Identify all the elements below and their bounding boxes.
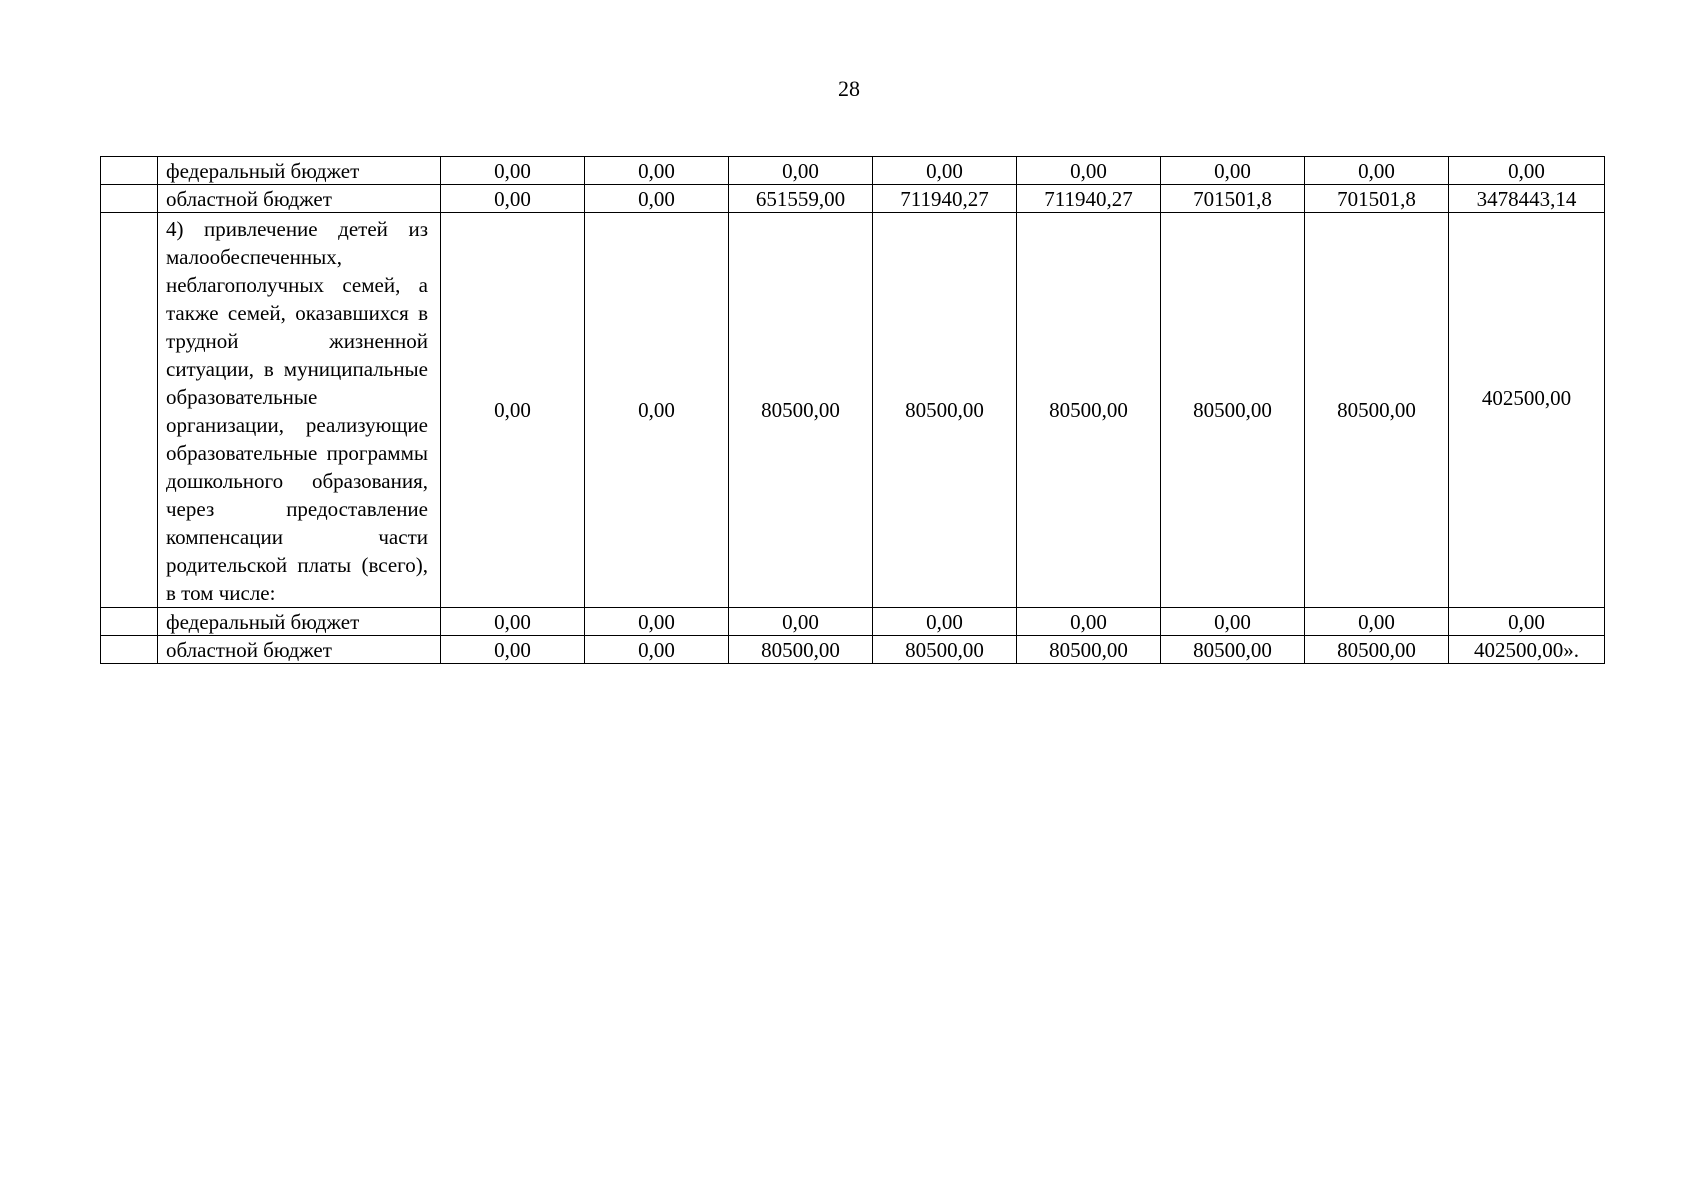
value-cell: 402500,00: [1449, 213, 1605, 608]
value-cell: 651559,00: [729, 185, 873, 213]
value-cell: 0,00: [1305, 157, 1449, 185]
table-row: [101, 213, 1605, 608]
row-number-cell: [101, 608, 158, 636]
value-cell: 80500,00: [873, 636, 1017, 664]
value-cell: 0,00: [1017, 157, 1161, 185]
value-cell: 0,00: [729, 608, 873, 636]
value-cell: 0,00: [441, 185, 585, 213]
value-cell: 0,00: [873, 157, 1017, 185]
row-name-cell: 4) привлечение детей из малообеспеченных, неблагополучных семей, а также семей, оказавшихся в трудной жизненной ситуации, в муниципальные образовательные организации, реализующие образовательные программы дошкольного образования, через предоставление компенсации части родительской платы (всего), в том числе:: [158, 213, 441, 608]
value-cell: 0,00: [441, 213, 585, 608]
value-cell: 80500,00: [1305, 213, 1449, 608]
value-cell: 0,00: [1305, 608, 1449, 636]
value-cell: 402500,00».: [1449, 636, 1605, 664]
value-cell: 701501,8: [1161, 185, 1305, 213]
value-cell: 0,00: [441, 157, 585, 185]
row-name-cell: областной бюджет: [158, 185, 441, 213]
value-cell: 0,00: [585, 608, 729, 636]
value-cell: 0,00: [1161, 157, 1305, 185]
value-cell: 80500,00: [729, 213, 873, 608]
value-cell: 3478443,14: [1449, 185, 1605, 213]
value-cell: 80500,00: [1161, 213, 1305, 608]
value-cell: 711940,27: [873, 185, 1017, 213]
table-row: [101, 636, 1605, 664]
page-number: 28: [838, 76, 860, 101]
value-cell: 0,00: [585, 636, 729, 664]
table-row: [101, 185, 1605, 213]
value-cell: 0,00: [585, 213, 729, 608]
table-row: [101, 157, 1605, 185]
value-cell: 0,00: [585, 157, 729, 185]
value-cell: 0,00: [1449, 157, 1605, 185]
value-cell: 0,00: [1017, 608, 1161, 636]
value-cell: 80500,00: [729, 636, 873, 664]
row-name-cell: федеральный бюджет: [158, 157, 441, 185]
value-cell: 0,00: [441, 608, 585, 636]
row-name-cell: федеральный бюджет: [158, 608, 441, 636]
row-number-cell: [101, 636, 158, 664]
row-number-cell: [101, 157, 158, 185]
row-number-cell: [101, 213, 158, 608]
value-cell: 0,00: [441, 636, 585, 664]
value-cell: 0,00: [729, 157, 873, 185]
value-cell: 80500,00: [1017, 636, 1161, 664]
row-name-cell: областной бюджет: [158, 636, 441, 664]
value-cell: 80500,00: [1305, 636, 1449, 664]
value-cell: 0,00: [1449, 608, 1605, 636]
value-cell: 80500,00: [1161, 636, 1305, 664]
value-cell: 701501,8: [1305, 185, 1449, 213]
value-cell: 80500,00: [873, 213, 1017, 608]
table-row: [101, 608, 1605, 636]
row-number-cell: [101, 185, 158, 213]
value-cell: 0,00: [873, 608, 1017, 636]
value-cell: 0,00: [1161, 608, 1305, 636]
value-cell: 0,00: [585, 185, 729, 213]
value-cell: 711940,27: [1017, 185, 1161, 213]
budget-table: [100, 156, 1605, 664]
value-cell: 80500,00: [1017, 213, 1161, 608]
